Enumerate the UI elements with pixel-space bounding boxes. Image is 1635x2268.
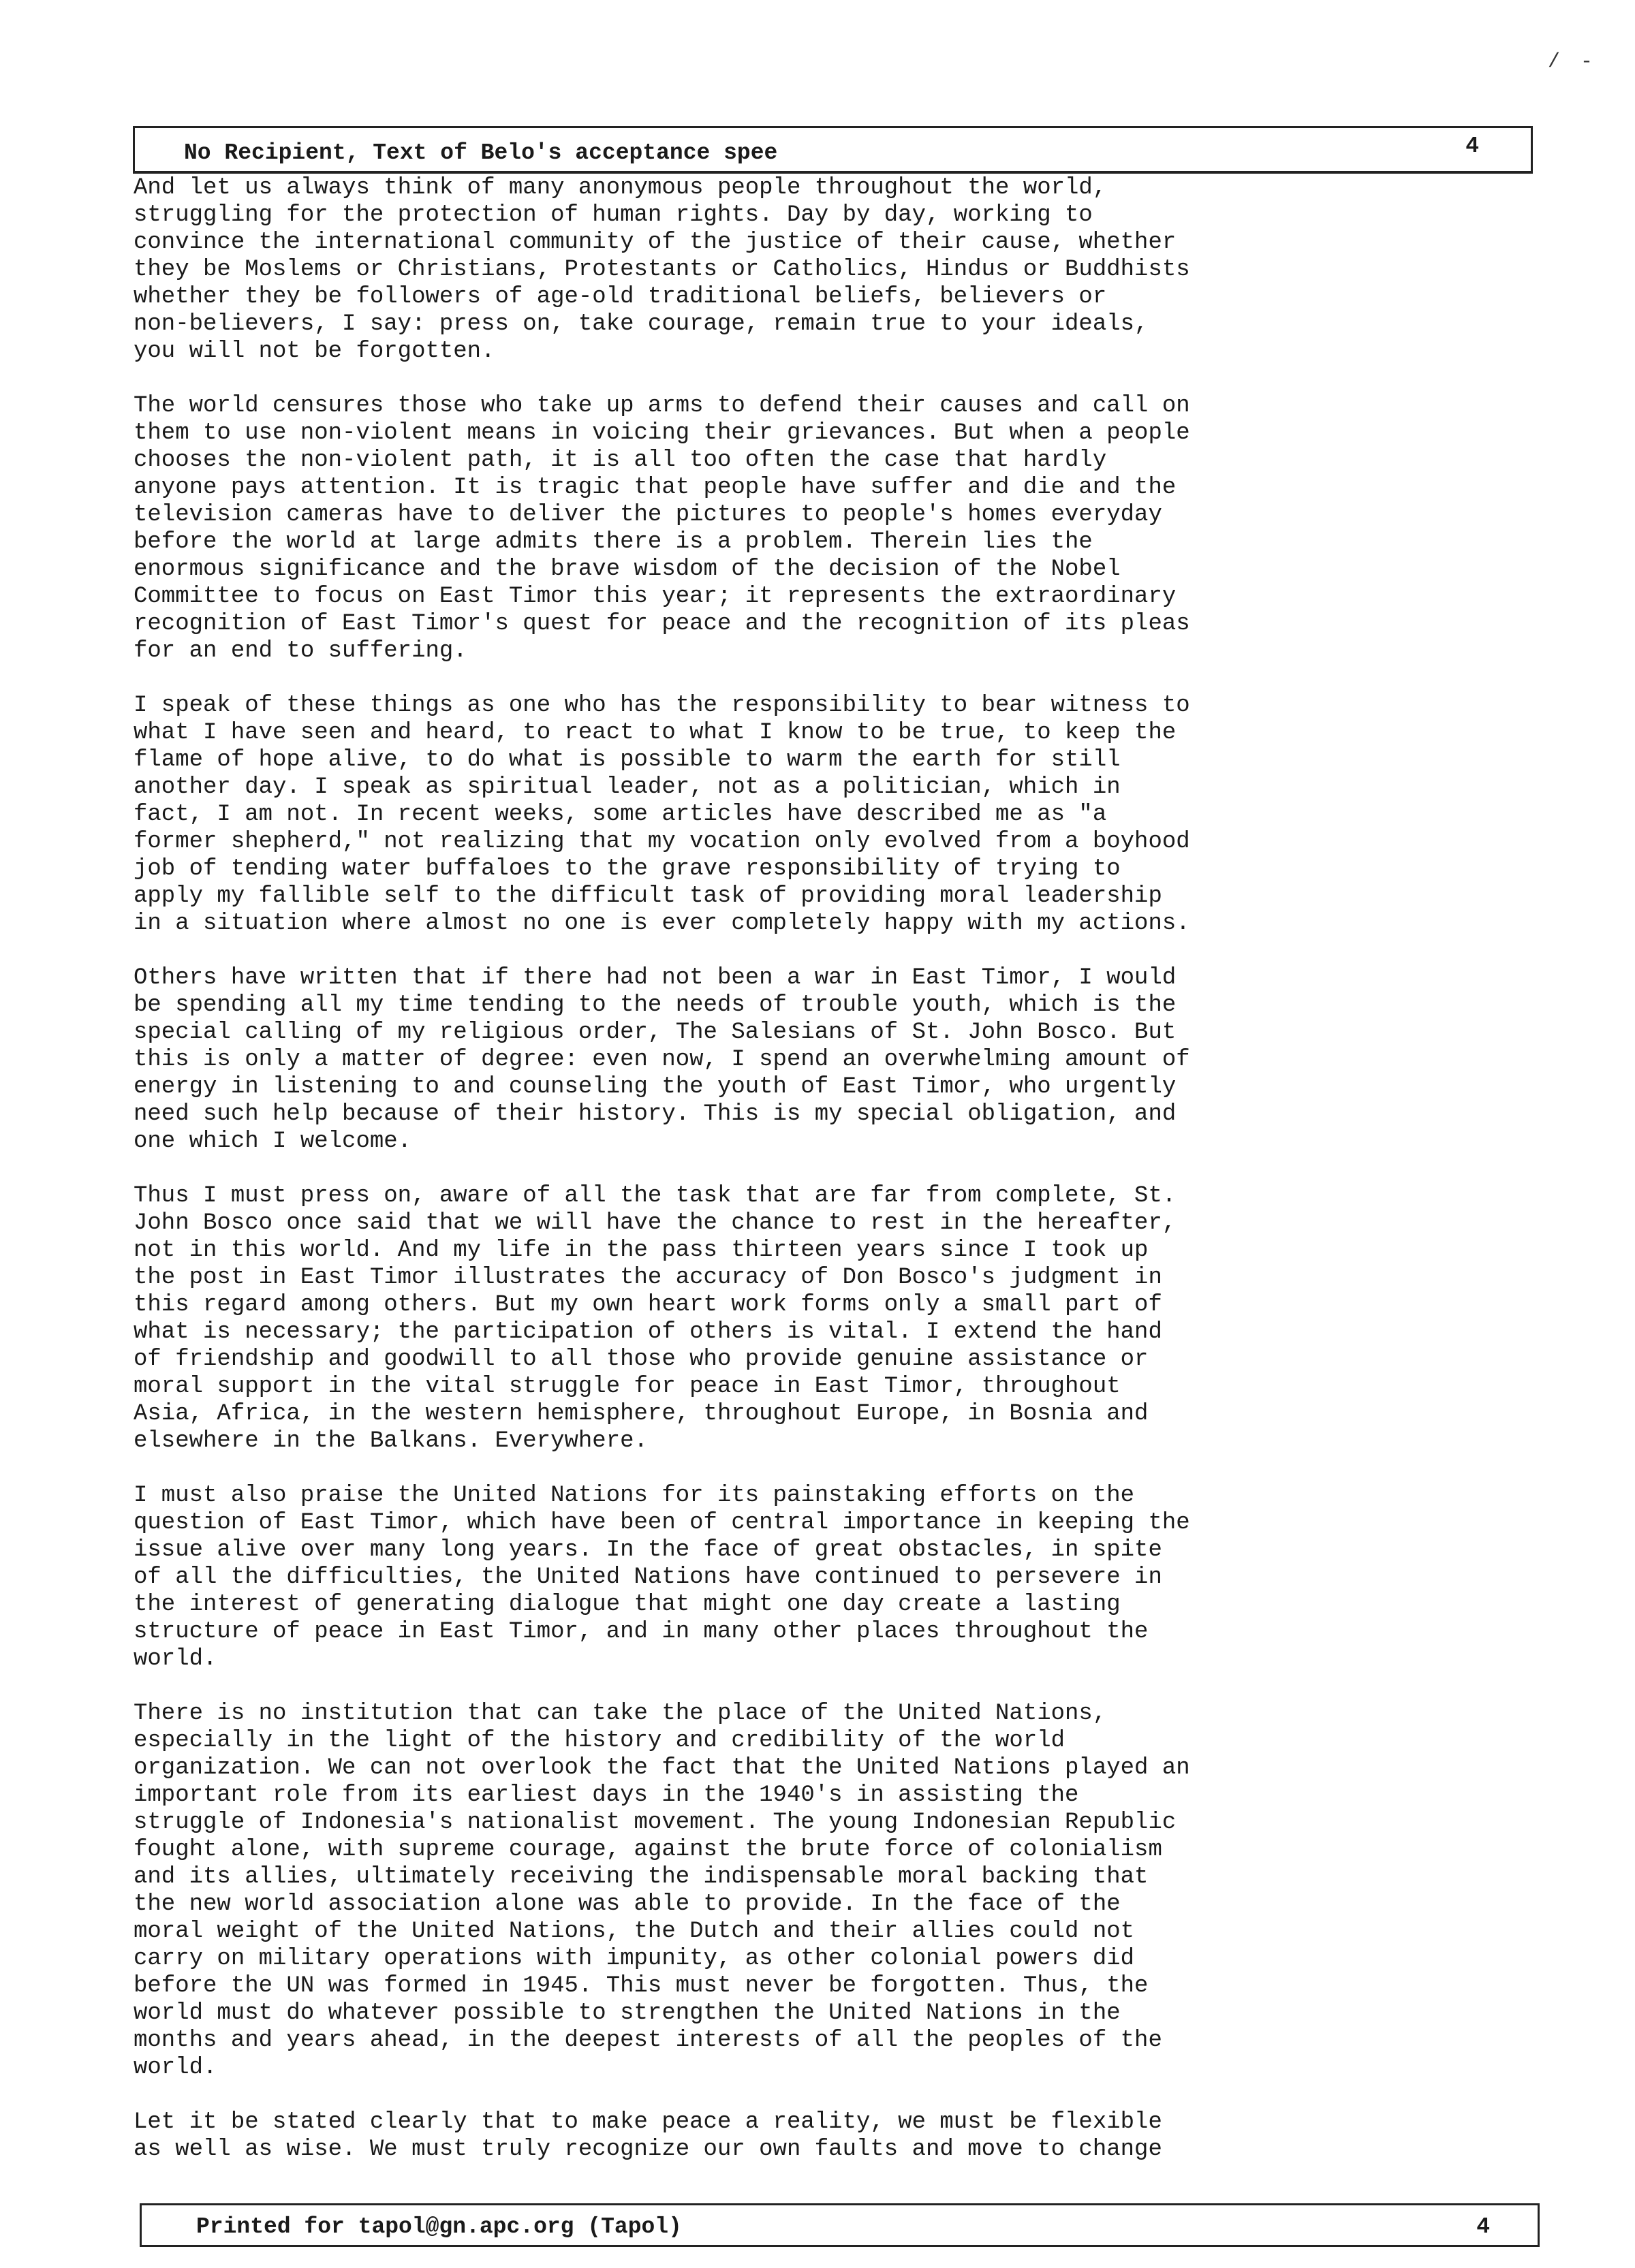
header-page-number: 4 [1465, 133, 1479, 159]
header-title: No Recipient, Text of Belo's acceptance spee [184, 140, 778, 166]
paragraph-2: The world censures those who take up arms to defend their causes and call on them to use non-violent means in voicing their grievances. But when a people chooses the non-violent path, it is all too often the case that hardly anyone pays attention. It is tragic that people have suffer and die and the television cameras have to deliver the pictures to people's homes everyday before the world at large admits there is a problem. Therein lies the enormous significance and the brave wisdom of the decision of the Nobel Committee to focus on East Timor this year; it represents the extraordinary recognition of East Timor's quest for peace and the recognition of its pleas for an end to suffering. [134, 393, 1190, 664]
footer-printed-for: Printed for tapol@gn.apc.org (Tapol) [196, 2214, 682, 2239]
paragraph-5: Thus I must press on, aware of all the task that are far from complete, St. John Bosco once said that we will have the chance to rest in the hereafter, not in this world. And my life in the pass thirteen years since I took up the post in East Timor illustrates the accuracy of Don Bosco's judgment in this regard among others. But my own heart work forms only a small part of what is necessary; the participation of others is vital. I extend the hand of friendship and goodwill to all those who provide genuine assistance or moral support in the vital struggle for peace in East Timor, throughout Asia, Africa, in the western hemisphere, throughout Europe, in Bosnia and elsewhere in the Balkans. Everywhere. [134, 1183, 1177, 1454]
page-footer [140, 2203, 1540, 2247]
paragraph-8: Let it be stated clearly that to make peace a reality, we must be flexible as well as wise. We must truly recognize our own faults and move to change [134, 2109, 1162, 2162]
paragraph-3: I speak of these things as one who has the responsibility to bear witness to what I have seen and heard, to react to what I know to be true, to keep the flame of hope alive, to do what is possible to warm the earth for still another day. I speak as spiritual leader, not as a politician, which in fact, I am not. In recent weeks, some articles have described me as "a former shepherd," not realizing that my vocation only evolved from a boyhood job of tending water buffaloes to the grave responsibility of trying to apply my fallible self to the difficult task of providing moral leadership in a situation where almost no one is ever completely happy with my actions. [134, 693, 1190, 936]
document-body [134, 174, 1339, 2190]
corner-mark: / - [1548, 50, 1598, 74]
paragraph-1: And let us always think of many anonymous people throughout the world, struggling for the protection of human rights. Day by day, working to convince the international community of the justice of their cause, whether they be Moslems or Christians, Protestants or Catholics, Hindus or Buddhists whether they be followers of age-old traditional beliefs, believers or non-believers, I say: press on, take courage, remain true to your ideals, you will not be forgotten. [134, 175, 1190, 364]
paragraph-6: I must also praise the United Nations for its painstaking efforts on the question of East Timor, which have been of central importance in keeping the issue alive over many long years. In the face of great obstacles, in spite of all the difficulties, the United Nations have continued to persevere in the interest of generating dialogue that might one day create a lasting structure of peace in East Timor, and in many other places throughout the world. [134, 1483, 1190, 1672]
page-header [133, 126, 1533, 174]
paragraph-4: Others have written that if there had not been a war in East Timor, I would be spending all my time tending to the needs of trouble youth, which is the special calling of my religious order, The Salesians of St. John Bosco. But this is only a matter of degree: even now, I spend an overwhelming amount of energy in listening to and counseling the youth of East Timor, who urgently need such help because of their history. This is my special obligation, and one which I welcome. [134, 965, 1190, 1154]
paragraph-7: There is no institution that can take the place of the United Nations, especially in the light of the history and credibility of the world organization. We can not overlook the fact that the United Nations played an important role from its earliest days in the 1940's in assisting the struggle of Indonesia's nationalist movement. The young Indonesian Republic fought alone, with supreme courage, against the brute force of colonialism and its allies, ultimately receiving the indispensable moral backing that the new world association alone was able to provide. In the face of the moral weight of the United Nations, the Dutch and their allies could not carry on military operations with impunity, as other colonial powers did before the UN was formed in 1945. This must never be forgotten. Thus, the world must do whatever possible to strengthen the United Nations in the months and years ahead, in the deepest interests of all the peoples of the world. [134, 1701, 1190, 2081]
footer-page-number: 4 [1476, 2214, 1490, 2239]
